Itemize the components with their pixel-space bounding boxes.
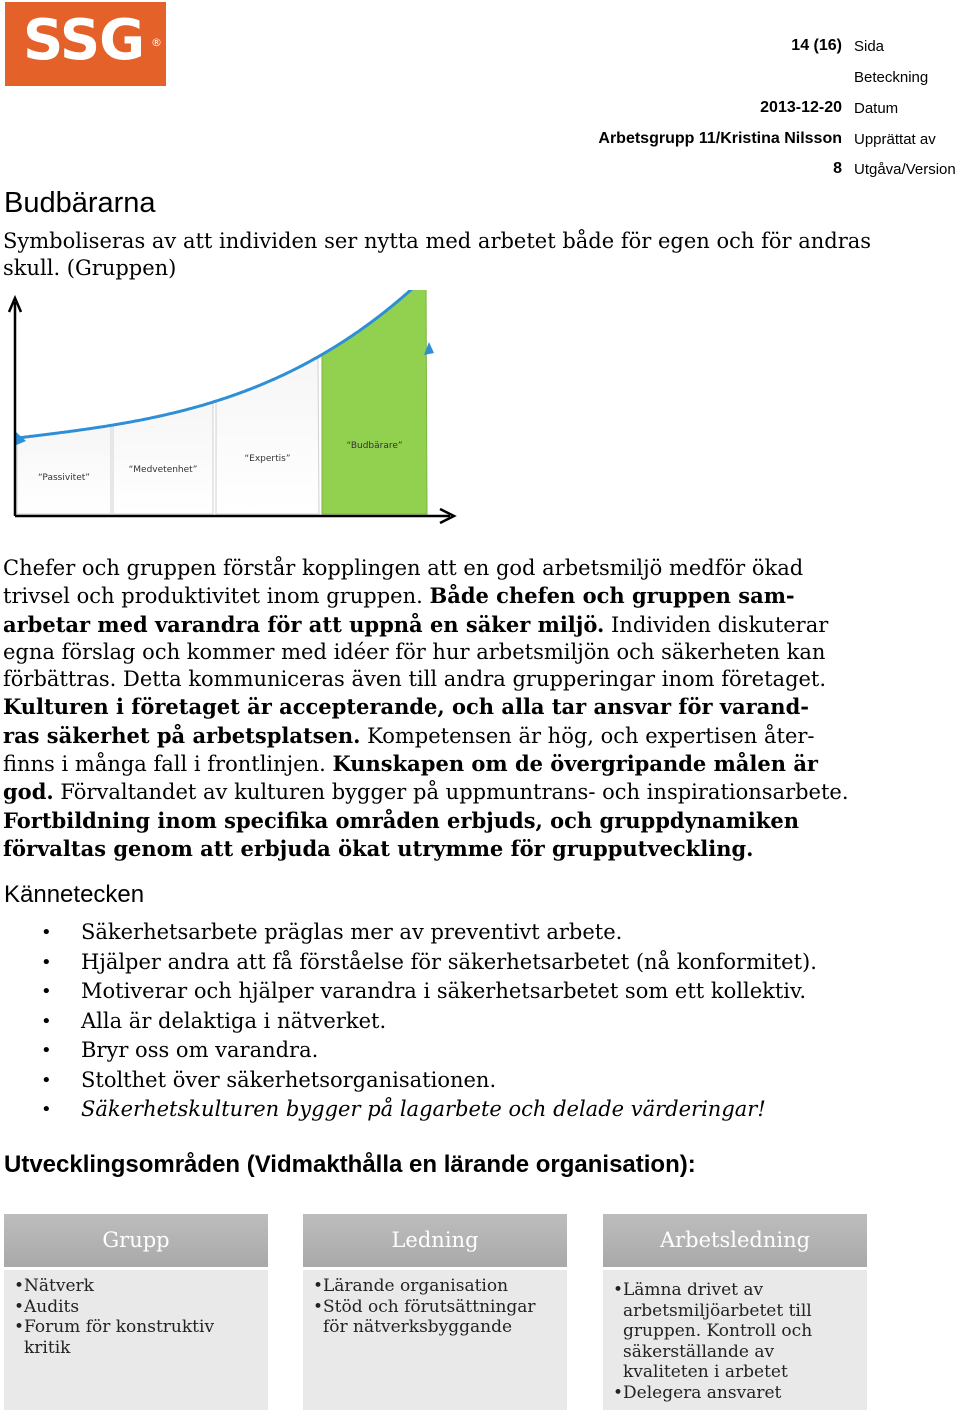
logo-text: SSG bbox=[23, 8, 145, 73]
bullet-icon: • bbox=[41, 951, 52, 973]
logo-registered-mark: ® bbox=[151, 36, 162, 49]
meta-row-designation bbox=[0, 68, 960, 88]
text-run: förbättras. Detta kommuniceras även till andra grupperingar inom företaget. bbox=[3, 667, 827, 692]
box-item-text: Audits bbox=[24, 1296, 80, 1317]
bullet-icon: • bbox=[613, 1382, 624, 1403]
kannetecken-title: Kännetecken bbox=[4, 881, 145, 908]
item-text: Säkerhetsarbete präglas mer av preventivt arbete. bbox=[81, 920, 623, 944]
chart-column bbox=[113, 402, 213, 514]
box-grupp bbox=[4, 1214, 268, 1410]
box-item-text: Lämna drivet av arbetsmiljöarbetet till gruppen. Kontroll och säkerställande av kvaliteten i arbetet bbox=[623, 1280, 813, 1382]
item-text: Motiverar och hjälper varandra i säkerhetsarbetet som ett kollektiv. bbox=[81, 979, 807, 1003]
box-ledning bbox=[303, 1214, 567, 1410]
section-title: Budbärarna bbox=[4, 187, 156, 219]
box-header: Ledning bbox=[303, 1214, 567, 1267]
text-run: egna förslag och kommer med idéer för hur arbetsmiljön och säkerheten kan bbox=[3, 639, 826, 664]
bold-run: Kulturen i företaget är accepterande, och alla tar ansvar för varand- bbox=[3, 694, 809, 720]
kannetecken-item bbox=[0, 948, 900, 978]
text-run: Förvaltandet av kulturen bygger på uppmuntrans- och inspirationsarbete. bbox=[53, 780, 849, 805]
box-item bbox=[313, 1276, 563, 1297]
bold-run: arbetar med varandra för att uppnå en säker miljö. bbox=[3, 611, 605, 637]
bold-run: Kunskapen om de övergripande målen är bbox=[332, 751, 818, 777]
meta-row-page bbox=[0, 37, 960, 57]
bullet-icon: • bbox=[313, 1276, 324, 1296]
box-item bbox=[14, 1317, 264, 1358]
chart-column bbox=[17, 425, 111, 514]
box-list bbox=[14, 1276, 264, 1358]
body-line bbox=[3, 555, 883, 582]
meta-label-page: Sida bbox=[854, 38, 885, 55]
bullet-icon: • bbox=[313, 1296, 324, 1317]
kannetecken-list bbox=[0, 918, 900, 1125]
body-paragraph bbox=[3, 555, 883, 863]
chart-category-label: “Medvetenhet” bbox=[128, 465, 198, 475]
bullet-icon: • bbox=[613, 1280, 624, 1300]
chart-category-label: “Budbärare” bbox=[346, 441, 403, 451]
text-run: Individen diskuterar bbox=[604, 612, 829, 637]
box-item bbox=[613, 1383, 863, 1404]
box-item bbox=[313, 1297, 563, 1338]
bullet-icon: • bbox=[14, 1276, 25, 1296]
bullet-icon: • bbox=[41, 1040, 52, 1061]
box-body bbox=[4, 1270, 268, 1410]
item-text: Hjälper andra att få förståelse för säkerhetsarbetet (nå konformitet). bbox=[81, 949, 817, 974]
box-body bbox=[303, 1270, 567, 1410]
body-line bbox=[3, 639, 883, 666]
chart-category-label: “Expertis” bbox=[244, 454, 291, 464]
maturity-chart bbox=[0, 290, 470, 530]
kannetecken-item bbox=[0, 918, 900, 948]
text-run: Kompetensen är hög, och expertisen åter- bbox=[360, 723, 815, 748]
kannetecken-item bbox=[0, 1095, 900, 1125]
kannetecken-item bbox=[0, 1036, 900, 1066]
box-list bbox=[613, 1280, 863, 1403]
body-line bbox=[3, 693, 883, 721]
bold-run: ras säkerhet på arbetsplatsen. bbox=[3, 722, 361, 748]
box-item-text: Nätverk bbox=[24, 1276, 94, 1296]
text-run: finns i många fall i frontlinjen. bbox=[3, 752, 333, 777]
box-item bbox=[14, 1297, 264, 1318]
body-line bbox=[3, 835, 883, 863]
box-item-text: Lärande organisation bbox=[323, 1276, 509, 1296]
body-line bbox=[3, 778, 883, 806]
bullet-icon: • bbox=[41, 1010, 52, 1032]
bold-run: god. bbox=[3, 779, 54, 805]
bullet-icon: • bbox=[41, 1099, 52, 1120]
bullet-icon: • bbox=[41, 981, 52, 1002]
body-line bbox=[3, 722, 883, 750]
meta-row-date bbox=[0, 99, 960, 119]
box-item bbox=[14, 1276, 264, 1297]
item-text: Säkerhetskulturen bygger på lagarbete och delade värderingar! bbox=[81, 1097, 766, 1121]
meta-value-version: 8 bbox=[833, 160, 842, 177]
box-item-text: Delegera ansvaret bbox=[623, 1382, 782, 1403]
intro-line-1: Symboliseras av att individen ser nytta med arbetet både för egen och för andras bbox=[3, 229, 872, 253]
kannetecken-item bbox=[0, 1007, 900, 1037]
meta-row-author bbox=[0, 130, 960, 150]
item-text: Alla är delaktiga i nätverket. bbox=[81, 1008, 387, 1033]
box-header: Grupp bbox=[4, 1214, 268, 1267]
body-line bbox=[3, 611, 883, 639]
utveckling-title: Utvecklingsområden (Vidmakthålla en lärande organisation): bbox=[4, 1151, 696, 1178]
text-run: Chefer och gruppen förstår kopplingen att en god arbetsmiljö medför ökad bbox=[3, 556, 804, 580]
box-header: Arbetsledning bbox=[603, 1214, 867, 1267]
body-line bbox=[3, 807, 883, 835]
meta-value-author: Arbetsgrupp 11/Kristina Nilsson bbox=[598, 130, 842, 147]
box-item-text: Stöd och förutsättningar för nätverksbyggande bbox=[323, 1296, 536, 1337]
bold-run: Både chefen och gruppen sam- bbox=[429, 583, 795, 609]
bold-run: förvaltas genom att erbjuda ökat utrymme för grupputveckling. bbox=[3, 835, 754, 861]
chart-category-label: “Passivitet” bbox=[38, 473, 90, 483]
item-text: Stolthet över säkerhetsorganisationen. bbox=[81, 1067, 497, 1092]
body-line bbox=[3, 750, 883, 778]
box-item-text: Forum för konstruktiv kritik bbox=[24, 1317, 215, 1358]
meta-value-date: 2013-12-20 bbox=[760, 99, 842, 116]
kannetecken-item bbox=[0, 977, 900, 1007]
box-body bbox=[603, 1270, 867, 1410]
bold-run: Fortbildning inom specifika områden erbjuds, och gruppdynamiken bbox=[3, 807, 800, 833]
meta-label-designation: Beteckning bbox=[854, 69, 929, 86]
text-run: trivsel och produktivitet inom gruppen. bbox=[3, 584, 430, 609]
box-arbetsledning bbox=[603, 1214, 867, 1410]
meta-label-version: Utgåva/Version bbox=[854, 161, 956, 178]
meta-label-author: Upprättat av bbox=[854, 131, 936, 148]
bullet-icon: • bbox=[14, 1317, 25, 1337]
body-line bbox=[3, 582, 883, 610]
meta-value-page: 14 (16) bbox=[791, 37, 842, 54]
box-item bbox=[613, 1280, 863, 1383]
bullet-icon: • bbox=[41, 922, 52, 943]
intro-line-2: skull. (Gruppen) bbox=[3, 256, 177, 281]
chart-column bbox=[322, 290, 427, 514]
bullet-icon: • bbox=[14, 1296, 25, 1317]
meta-label-date: Datum bbox=[854, 100, 899, 117]
bullet-icon: • bbox=[41, 1069, 52, 1091]
body-line bbox=[3, 666, 883, 693]
item-text: Bryr oss om varandra. bbox=[81, 1038, 319, 1062]
box-list bbox=[313, 1276, 563, 1338]
meta-row-version bbox=[0, 160, 960, 180]
intro-text bbox=[3, 228, 883, 283]
kannetecken-item bbox=[0, 1066, 900, 1096]
